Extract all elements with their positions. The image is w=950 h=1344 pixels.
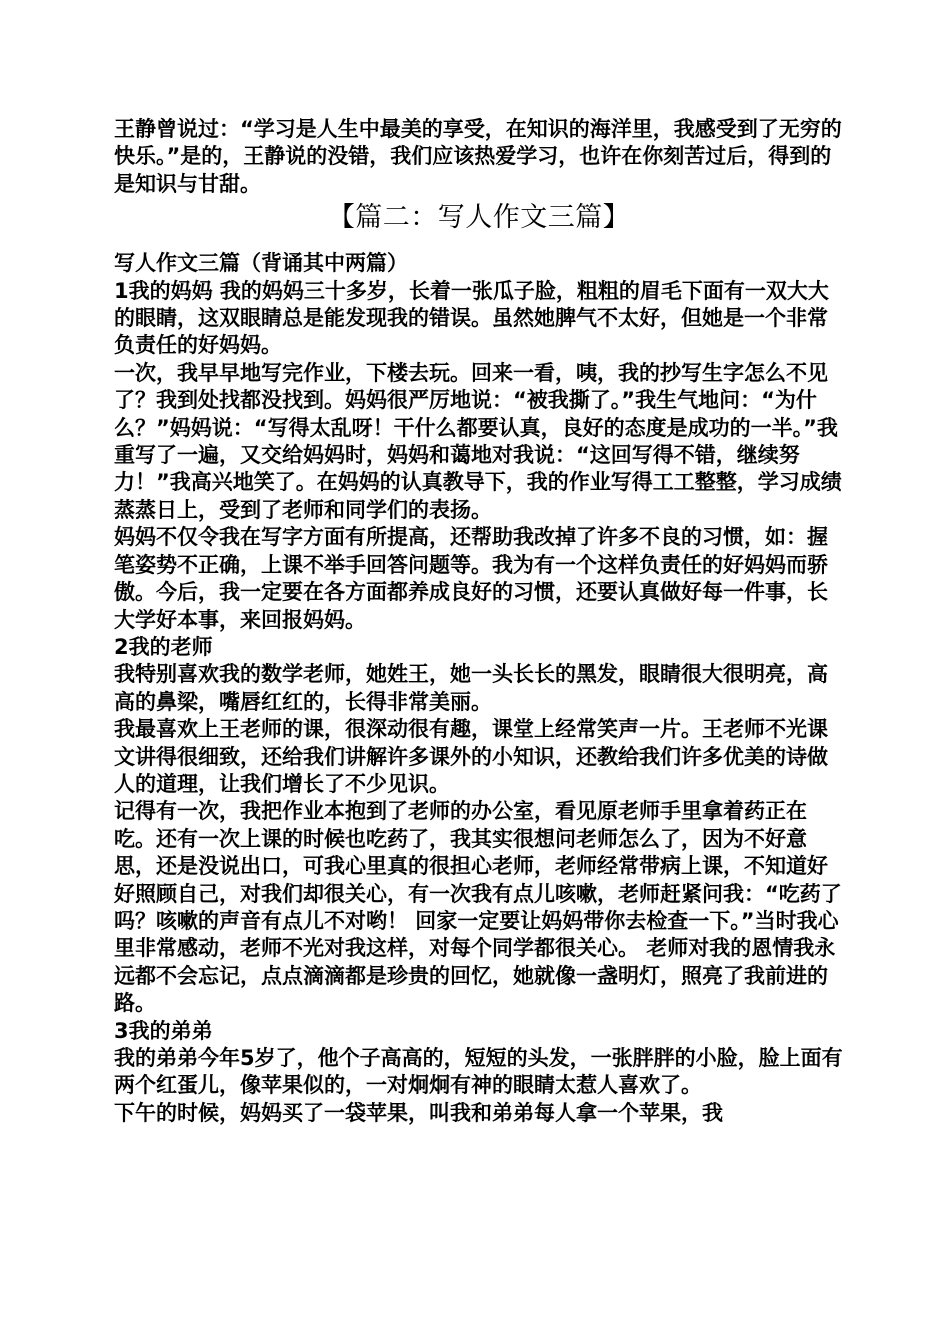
essay-subtitle: 写人作文三篇（背诵其中两篇） <box>114 251 408 276</box>
essay-paragraph: 妈妈不仅令我在写字方面有所提高，还帮助我改掉了许多不良的习惯，如：握笔姿势不正确，上课不举手回答问题等。我为有一个这样负责任的好妈妈而骄傲。今后，我一定要在各方面都养成良好的习惯，还要认真做好每一件事，长大学好本事，来回报妈妈。 <box>114 525 828 632</box>
essay-paragraph: 1我的妈妈 我的妈妈三十多岁，长着一张瓜子脸，粗粗的眉毛下面有一双大大的眼睛，这双眼睛总是能发现我的错误。虽然她脾气不太好，但她是一个非常负责任的好妈妈。 <box>114 278 829 358</box>
intro-paragraph: 王静曾说过：“学习是人生中最美的享受，在知识的海洋里，我感受到了无穷的快乐。”是的，王静说的没错，我们应该热爱学习，也许在你刻苦过后，得到的是知识与甘甜。 <box>114 117 842 196</box>
essay-section-title: 3我的弟弟 <box>114 1018 213 1043</box>
essay-paragraph: 记得有一次，我把作业本抱到了老师的办公室，看见原老师手里拿着药正在吃。还有一次上课的时候也吃药了，我其实很想问老师怎么了，因为不好意思，还是没说出口，可我心里真的很担心老师，老师经常带病上课，不知道好好照顾自己，对我们却很关心，有一次我有点儿咳嗽，老师赶紧问我：“吃药了吗？咳嗽的声音有点儿不对哟！ 回家一定要让妈妈带你去检查一下。”当时我心里非常感动，老师不光对我这样，对每个同学都很关心。 老师对我的恩情我永远都不会忘记，点点滴滴都是珍贵的回忆，她就像一盏明灯，照亮了我前进的路。 <box>114 799 842 1016</box>
essay-paragraph: 我特别喜欢我的数学老师，她姓王，她一头长长的黑发，眼睛很大很明亮，高高的鼻梁，嘴唇红红的，长得非常美丽。 <box>114 662 828 714</box>
essay-section-title: 2我的老师 <box>114 634 213 659</box>
section-heading: 【篇二：写人作文三篇】 <box>327 202 631 234</box>
essay-paragraph: 我最喜欢上王老师的课，很深动很有趣，课堂上经常笑声一片。王老师不光课文讲得很细致，还给我们讲解许多课外的小知识，还教给我们许多优美的诗做人的道理，让我们增长了不少见识。 <box>114 717 828 796</box>
essay-paragraph: 一次，我早早地写完作业，下楼去玩。回来一看，咦，我的抄写生字怎么不见了？我到处找都没找到。妈妈很严厉地说：“被我撕了。”我生气地问：“为什么？”妈妈说：“写得太乱呀！干什么都要认真，良好的态度是成功的一半。”我重写了一遍，又交给妈妈时，妈妈和蔼地对我说：“这回写得不错，继续努力！”我高兴地笑了。在妈妈的认真教导下，我的作业写得工工整整，学习成绩蒸蒸日上，受到了老师和同学们的表扬。 <box>114 360 842 522</box>
essay-paragraph: 下午的时候，妈妈买了一袋苹果，叫我和弟弟每人拿一个苹果，我 <box>114 1100 723 1125</box>
essay-paragraph: 我的弟弟今年5岁了，他个子高高的，短短的头发，一张胖胖的小脸，脸上面有两个红蛋儿，像苹果似的，一对炯炯有神的眼睛太惹人喜欢了。 <box>114 1046 843 1098</box>
document-page <box>114 116 844 1127</box>
